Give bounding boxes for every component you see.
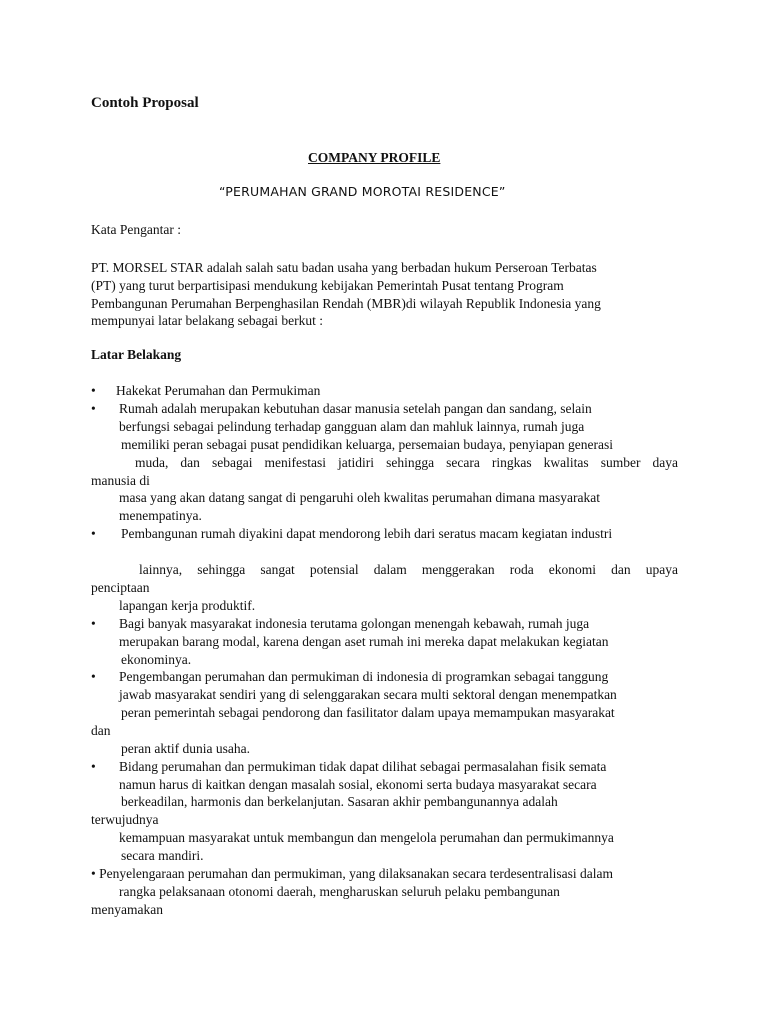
bullet-5-line-2: jawab masyarakat sendiri yang di selenggarakan secara multi sektoral dengan menempatkan	[119, 687, 617, 702]
bullet-icon: •	[91, 383, 96, 398]
bullet-1-line-1: Hakekat Perumahan dan Permukiman	[116, 383, 321, 398]
bullet-6-line-3: berkeadilan, harmonis dan berkelanjutan. Sasaran akhir pembangunannya adalah	[121, 794, 558, 809]
bullet-5-line-1: Pengembangan perumahan dan permukiman di indonesia di programkan sebagai tanggung	[119, 669, 609, 684]
bullet-icon: •	[91, 669, 96, 684]
bullet-2-line-5: manusia di	[91, 473, 150, 488]
kata-pengantar-label: Kata Pengantar :	[91, 222, 181, 237]
bullet-icon: •	[91, 526, 96, 541]
bullet-2-line-6: masa yang akan datang sangat di pengaruhi oleh kwalitas perumahan dimana masyarakat	[119, 490, 600, 505]
bullet-7-line-3: menyamakan	[91, 902, 163, 917]
bullet-2-line-1: Rumah adalah merupakan kebutuhan dasar manusia setelah pangan dan sandang, selain	[119, 401, 592, 416]
intro-line-3: Pembangunan Perumahan Berpenghasilan Rendah (MBR)di wilayah Republik Indonesia yang	[91, 296, 601, 311]
intro-line-4: mempunyai latar belakang sebagai berkut :	[91, 313, 324, 328]
bullet-6-line-6: secara mandiri.	[121, 848, 204, 863]
intro-line-1: PT. MORSEL STAR adalah salah satu badan usaha yang berbadan hukum Perseroan Terbatas	[91, 260, 597, 275]
bullet-6-line-1: Bidang perumahan dan permukiman tidak dapat dilihat sebagai permasalahan fisik semata	[119, 759, 607, 774]
bullet-5-line-3: peran pemerintah sebagai pendorong dan fasilitator dalam upaya memampukan masyarakat	[121, 705, 615, 720]
bullet-4-line-1: Bagi banyak masyarakat indonesia terutama golongan menengah kebawah, rumah juga	[119, 616, 590, 631]
bullet-2-line-2: berfungsi sebagai pelindung terhadap gangguan alam dan mahluk lainnya, rumah juga	[119, 419, 585, 434]
bullet-3-line-4: lapangan kerja produktif.	[119, 598, 256, 613]
bullet-icon: •	[91, 759, 96, 774]
intro-line-2: (PT) yang turut berpartisipasi mendukung kebijakan Pemerintah Pusat tentang Program	[91, 278, 564, 293]
bullet-3-line-1: Pembangunan rumah diyakini dapat mendorong lebih dari seratus macam kegiatan industri	[121, 526, 613, 541]
bullet-3-line-3: penciptaan	[91, 580, 150, 595]
bullet-7-line-2: rangka pelaksanaan otonomi daerah, mengharuskan seluruh pelaku pembangunan	[119, 884, 560, 899]
bullet-icon: •	[91, 616, 96, 631]
bullet-2-line-4: muda, dan sebagai menifestasi jatidiri sehingga secara ringkas kwalitas sumber daya	[135, 455, 678, 470]
bullet-5-line-5: peran aktif dunia usaha.	[121, 741, 250, 756]
bullet-icon: •	[91, 401, 96, 416]
bullet-7-line-1: • Penyelengaraan perumahan dan permukiman, yang dilaksanakan secara terdesentralisasi dalam	[91, 866, 614, 881]
bullet-4-line-3: ekonominya.	[121, 652, 192, 667]
bullet-5-line-4: dan	[91, 723, 111, 738]
bullet-6-line-5: kemampuan masyarakat untuk membangun dan mengelola perumahan dan permukimannya	[119, 830, 614, 845]
company-profile-heading: COMPANY PROFILE	[308, 150, 441, 165]
bullet-2-line-7: menempatinya.	[119, 508, 202, 523]
project-name: “PERUMAHAN GRAND MOROTAI RESIDENCE”	[219, 184, 506, 199]
latar-belakang-heading: Latar Belakang	[91, 347, 182, 362]
bullet-6-line-2: namun harus di kaitkan dengan masalah sosial, ekonomi serta budaya masyarakat secara	[119, 777, 597, 792]
bullet-2-line-3: memiliki peran sebagai pusat pendidikan keluarga, persemaian budaya, penyiapan generasi	[121, 437, 613, 452]
document-title: Contoh Proposal	[91, 95, 199, 111]
bullet-3-line-2: lainnya, sehingga sangat potensial dalam menggerakan roda ekonomi dan upaya	[139, 562, 678, 577]
bullet-6-line-4: terwujudnya	[91, 812, 159, 827]
bullet-4-line-2: merupakan barang modal, karena dengan aset rumah ini mereka dapat melakukan kegiatan	[119, 634, 609, 649]
